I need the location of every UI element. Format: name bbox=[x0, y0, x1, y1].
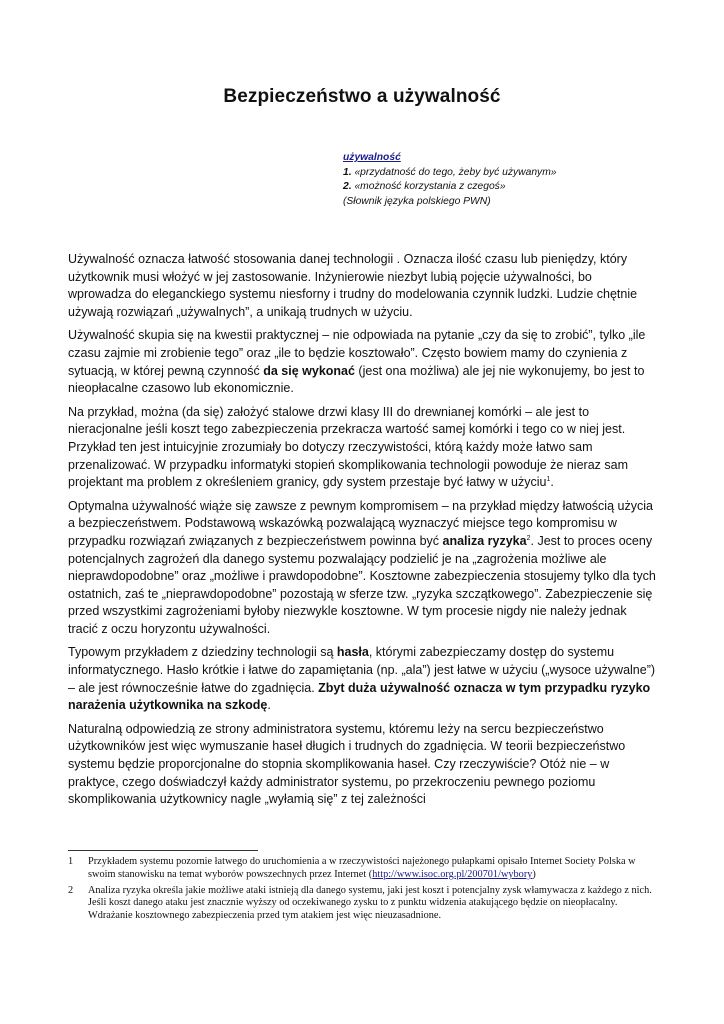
paragraph-5-text-end: . bbox=[267, 698, 271, 713]
paragraph-5-emphasis-1: hasła bbox=[336, 645, 369, 660]
definition-1 bbox=[343, 166, 643, 181]
paragraph-5-emphasis-2: Zbyt duża używalność oznacza w tym przypadku ryzyko narażenia użytkownika na szkodę bbox=[68, 680, 651, 713]
paragraph-3-text-end: . bbox=[550, 475, 554, 490]
footnotes bbox=[68, 856, 658, 926]
paragraph-4-emphasis: analiza ryzyka bbox=[442, 533, 527, 548]
paragraph-5 bbox=[68, 644, 658, 714]
footnote-1-body bbox=[88, 856, 658, 882]
article-body bbox=[68, 251, 658, 815]
definition-2-number: 2. bbox=[343, 181, 352, 192]
paragraph-2 bbox=[68, 327, 658, 397]
footnote-separator bbox=[68, 850, 258, 851]
footnote-ref-2[interactable]: 2 bbox=[526, 534, 531, 542]
definition-1-text: «przydatność do tego, żeby być używanym» bbox=[351, 166, 557, 178]
paragraph-2-emphasis: da się wykonać bbox=[263, 363, 355, 378]
footnote-1 bbox=[68, 856, 658, 882]
paragraph-3 bbox=[68, 404, 658, 492]
dictionary-headword: używalność bbox=[343, 152, 401, 163]
footnote-1-text-end: ) bbox=[532, 868, 536, 880]
definition-1-number: 1. bbox=[343, 166, 352, 178]
paragraph-2-text-end: (jest ona możliwa) ale jej nie wykonujemy, bo jest to nieopłacalne czasowo lub ekonomicznie. bbox=[68, 363, 645, 396]
footnote-1-number: 1 bbox=[68, 856, 74, 867]
footnote-2-text: Analiza ryzyka określa jakie możliwe ataki istnieją dla danego systemu, jaki jest koszt i potencjalny zysk włamywacza z każdego z nich. Jeśli koszt danego ataku jest znacznie wyższy od oczekiwanego zysku to z punktu widzenia atakującego będzie on nieopłacalny. Wdrażanie kosztownego zabezpieczenia przed tym atakiem jest więc nieuzasadnione. bbox=[88, 884, 652, 922]
footnote-2 bbox=[68, 885, 658, 923]
paragraph-4-text-end: . Jest to proces oceny potencjalnych zagrożeń dla danego systemu pozwalający podzielić je na „zagrożenia możliwe ale nieprawdopodobne” oraz „możliwe i prawdopodobne”. Kosztowne zabezpieczenia stosujemy tylko dla tych ostatnich, zaś te „nieprawdopodobne” pozostają w sferze tzw. „ryzyka szczątkowego”. Zabezpieczenie się przed wszystkimi zagrożeniami byłoby niezwykle kosztowne. W tym procesie nigdy nie należy jednak tracić z oczu horyzontu używalności. bbox=[68, 533, 656, 636]
paragraph-4-text: Optymalna używalność wiąże się zawsze z pewnym kompromisem – na przykład między łatwością użycia a bezpieczeństwem. Podstawową wskazówką pozwalającą wyznaczyć miejsce tego kompromisu w przypadku rozwiązań związanych z bezpieczeństwem powinna być bbox=[68, 498, 653, 548]
dictionary-definition bbox=[343, 151, 643, 209]
definition-2 bbox=[343, 180, 643, 195]
paragraph-6: Naturalną odpowiedzią ze strony administratora systemu, któremu leży na sercu bezpieczeństwo użytkowników jest więc wymuszanie haseł długich i trudnych do zgadnięcia. W teorii bezpieczeństwo systemu będzie proporcjonalne do stopnia skomplikowania haseł. Czy rzeczywiście? Otóż nie – w praktyce, czego doświadczył każdy administrator systemu, po przekroczeniu pewnego poziomu skomplikowania użytkownicy nagle „wyłamią się” z tej zależności bbox=[68, 721, 626, 807]
paragraph-4 bbox=[68, 498, 658, 639]
footnote-1-text: Przykładem systemu pozornie łatwego do uruchomienia a w rzeczywistości najeżonego pułapkami opisało Internet Society Polska w swoim stanowisku na temat wyborów powszechnych przez Internet ( bbox=[88, 856, 636, 880]
paragraph-1: Używalność oznacza łatwość stosowania danej technologii . Oznacza ilość czasu lub pieniędzy, który użytkownik musi włożyć w jej zastosowanie. Inżynierowie niezbyt lubią pojęcie używalności, bo wprowadza do eleganckiego systemu niesforny i trudny do modelowania czynnik ludzki. Ludzie chętnie używają rozwiązań „używalnych”, a unikają trudnych w użyciu. bbox=[68, 252, 638, 319]
paragraph-3-text: Na przykład, można (da się) założyć stalowe drzwi klasy III do drewnianej komórki – ale jest to nieracjonalne jeśli koszt tego zabezpieczenia przekracza wartość samej komórki i tego co w niej jest. Przykład ten jest intuicyjnie zrozumiały bo dotyczy rzeczywistości, którą każdy może łatwo sam przenalizować. W przypadku informatyki stopień skomplikowania technologii powoduje że nieraz sam projektant ma problem z określeniem granicy, gdy system przestaje być łatwy w użyciu bbox=[68, 404, 628, 490]
footnote-2-number: 2 bbox=[68, 884, 74, 896]
paragraph-5-text-mid: , którymi zabezpieczamy dostęp do systemu informatycznego. Hasło krótkie i łatwe do zapamiętania (np. „ala”) jest łatwe w użyciu („wysoce używalne”) – ale jest równocześnie łatwe do zgadnięcia. bbox=[68, 645, 656, 695]
paragraph-5-text: Typowym przykładem z dziedziny technologii są bbox=[68, 645, 337, 660]
page-title: Bezpieczeństwo a używalność bbox=[223, 86, 501, 107]
footnote-ref-1[interactable]: 1 bbox=[546, 475, 551, 483]
footnote-1-link[interactable]: http://www.isoc.org.pl/200701/wybory bbox=[372, 868, 533, 880]
paragraph-2-text: Używalność skupia się na kwestii praktycznej – nie odpowiada na pytanie „czy da się to zrobić”, tylko „ile czasu zajmie mi zrobienie tego” oraz „ile to będzie kosztowało”. Często bowiem mamy do czynienia z sytuacją, w której pewną czynność bbox=[68, 328, 646, 378]
definition-2-text: «możność korzystania z czegoś» bbox=[351, 181, 506, 192]
definition-source: (Słownik języka polskiego PWN) bbox=[343, 195, 491, 207]
